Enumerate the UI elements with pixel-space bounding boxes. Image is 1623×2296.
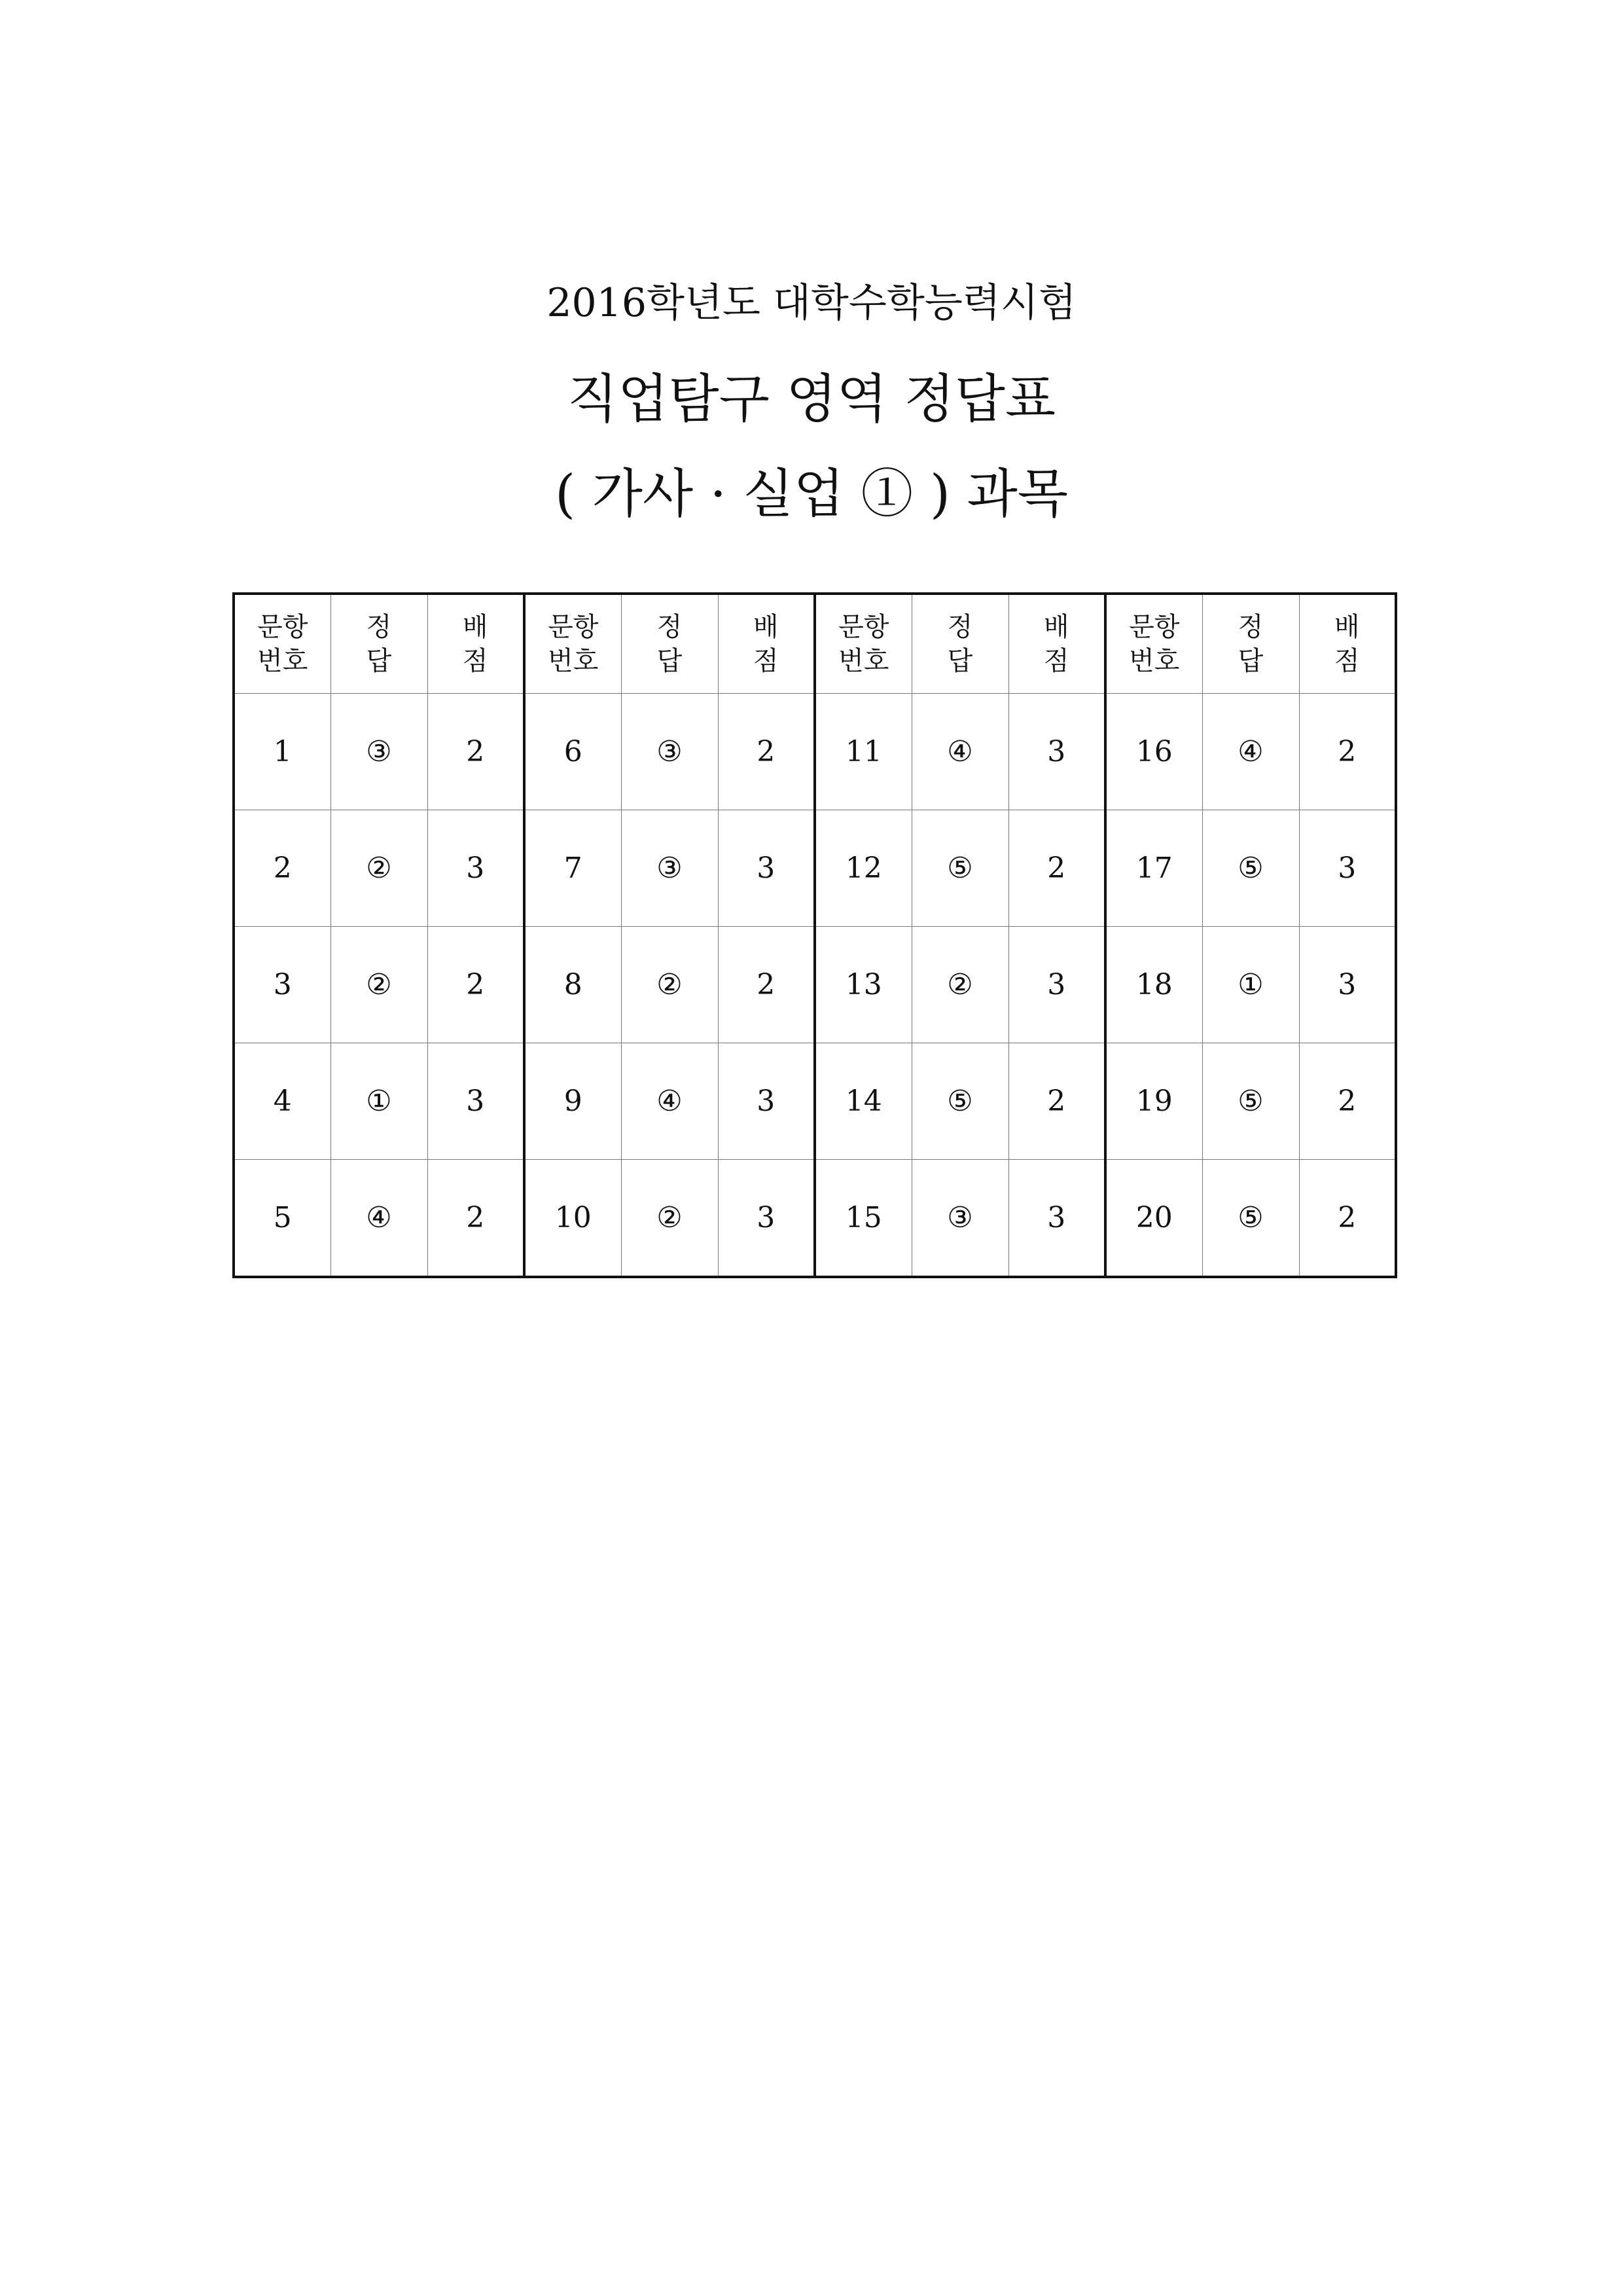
header-points-label: 배점 <box>1043 612 1086 676</box>
answer-cell: ② <box>330 810 427 927</box>
header-answer-label: 정답 <box>366 612 409 676</box>
subject-title: ( 가사 · 실업 ① ) 과목 <box>554 463 1069 524</box>
answer-cell: ③ <box>330 694 427 810</box>
item-number-cell: 18 <box>1105 927 1202 1043</box>
item-number-cell: 19 <box>1105 1043 1202 1160</box>
answer-cell: ⑤ <box>912 1043 1008 1160</box>
table-row <box>234 927 1396 1043</box>
points-cell: 2 <box>427 1160 524 1278</box>
header-row <box>234 594 1396 694</box>
answer-cell: ② <box>912 927 1008 1043</box>
points-cell: 2 <box>718 927 815 1043</box>
item-number-cell: 5 <box>234 1160 330 1278</box>
item-number-cell: 15 <box>815 1160 912 1278</box>
header-answer <box>330 594 427 694</box>
points-cell: 3 <box>1008 694 1105 810</box>
header-points <box>427 594 524 694</box>
answer-cell: ⑤ <box>1202 810 1299 927</box>
header-answer-label: 정답 <box>947 612 990 676</box>
header-points <box>1299 594 1396 694</box>
points-cell: 2 <box>718 694 815 810</box>
item-number-cell: 20 <box>1105 1160 1202 1278</box>
answer-cell: ③ <box>621 810 718 927</box>
points-cell: 2 <box>427 927 524 1043</box>
item-number-cell: 7 <box>524 810 621 927</box>
answer-key-title: 직업탐구 영역 정답표 <box>567 368 1056 429</box>
header-points-label: 배점 <box>753 612 796 676</box>
answer-key-table-body <box>234 694 1396 1278</box>
answer-key-table-header <box>234 594 1396 694</box>
table-row <box>234 810 1396 927</box>
points-cell: 3 <box>718 810 815 927</box>
header-answer-label: 정답 <box>1238 612 1281 676</box>
answer-cell: ⑤ <box>912 810 1008 927</box>
points-cell: 3 <box>427 1043 524 1160</box>
item-number-cell: 1 <box>234 694 330 810</box>
points-cell: 2 <box>1299 694 1396 810</box>
exam-year-title: 2016학년도 대학수학능력시험 <box>546 280 1077 326</box>
points-cell: 3 <box>1008 927 1105 1043</box>
header-item-number <box>524 594 621 694</box>
points-cell: 2 <box>1299 1160 1396 1278</box>
header-item-number-label: 문항 번호 <box>548 612 599 676</box>
header-item-number-label: 문항 번호 <box>1129 612 1180 676</box>
header-item-number <box>815 594 912 694</box>
points-cell: 2 <box>427 694 524 810</box>
table-row <box>234 694 1396 810</box>
header-answer-label: 정답 <box>656 612 700 676</box>
answer-cell: ④ <box>912 694 1008 810</box>
answer-cell: ⑤ <box>1202 1043 1299 1160</box>
item-number-cell: 8 <box>524 927 621 1043</box>
item-number-cell: 9 <box>524 1043 621 1160</box>
header-item-number <box>234 594 330 694</box>
item-number-cell: 17 <box>1105 810 1202 927</box>
table-row <box>234 1160 1396 1278</box>
item-number-cell: 14 <box>815 1043 912 1160</box>
item-number-cell: 2 <box>234 810 330 927</box>
points-cell: 2 <box>1008 1043 1105 1160</box>
answer-cell: ③ <box>912 1160 1008 1278</box>
header-points <box>718 594 815 694</box>
answer-cell: ④ <box>330 1160 427 1278</box>
answer-cell: ② <box>621 927 718 1043</box>
answer-cell: ④ <box>621 1043 718 1160</box>
item-number-cell: 16 <box>1105 694 1202 810</box>
answer-cell: ② <box>621 1160 718 1278</box>
points-cell: 2 <box>1299 1043 1396 1160</box>
points-cell: 3 <box>427 810 524 927</box>
item-number-cell: 12 <box>815 810 912 927</box>
points-cell: 3 <box>718 1160 815 1278</box>
answer-cell: ② <box>330 927 427 1043</box>
points-cell: 3 <box>1299 927 1396 1043</box>
answer-key-table <box>232 592 1397 1278</box>
table-row <box>234 1043 1396 1160</box>
item-number-cell: 4 <box>234 1043 330 1160</box>
answer-cell: ⑤ <box>1202 1160 1299 1278</box>
item-number-cell: 3 <box>234 927 330 1043</box>
points-cell: 2 <box>1008 810 1105 927</box>
header-item-number-label: 문항 번호 <box>838 612 889 676</box>
answer-cell: ① <box>330 1043 427 1160</box>
points-cell: 3 <box>1299 810 1396 927</box>
header-answer <box>621 594 718 694</box>
header-item-number <box>1105 594 1202 694</box>
header-item-number-label: 문항 번호 <box>257 612 308 676</box>
answer-cell: ③ <box>621 694 718 810</box>
points-cell: 3 <box>1008 1160 1105 1278</box>
points-cell: 3 <box>718 1043 815 1160</box>
header-points-label: 배점 <box>462 612 505 676</box>
item-number-cell: 6 <box>524 694 621 810</box>
item-number-cell: 13 <box>815 927 912 1043</box>
answer-cell: ④ <box>1202 694 1299 810</box>
header-answer <box>912 594 1008 694</box>
header-points <box>1008 594 1105 694</box>
answer-cell: ① <box>1202 927 1299 1043</box>
item-number-cell: 11 <box>815 694 912 810</box>
item-number-cell: 10 <box>524 1160 621 1278</box>
header-points-label: 배점 <box>1334 612 1377 676</box>
header-answer <box>1202 594 1299 694</box>
